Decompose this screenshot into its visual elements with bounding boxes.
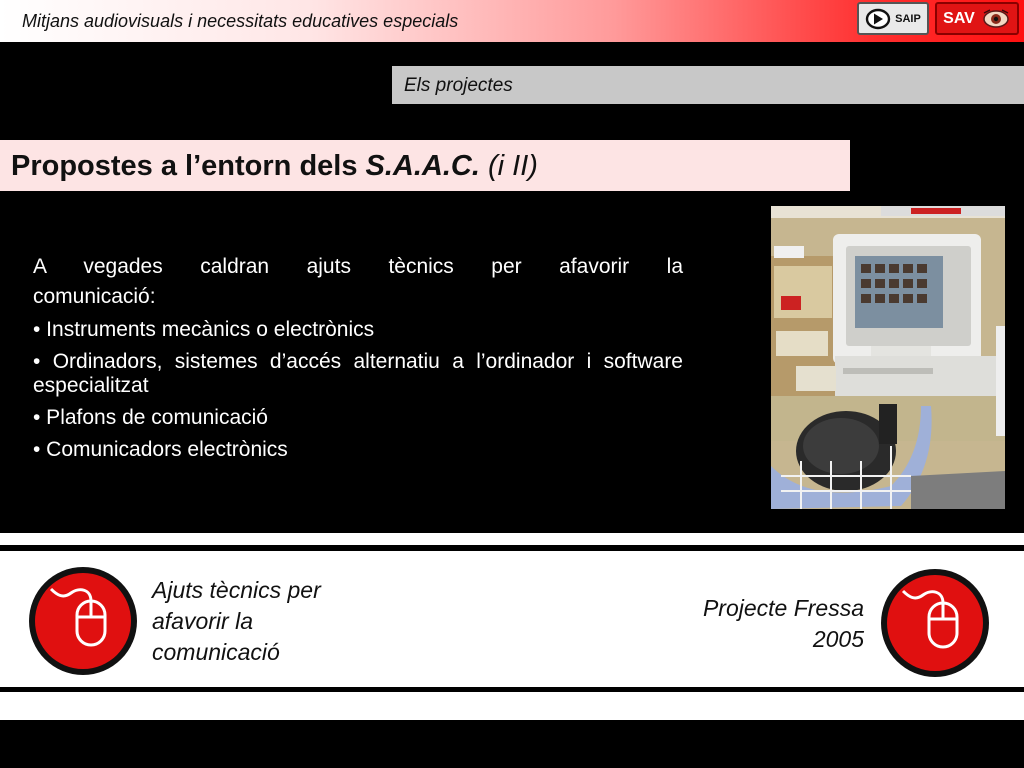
saip-button[interactable] — [857, 2, 929, 35]
list-item: • Ordinadors, sistemes d’accés alternatiu a l’ordinador i software especialitzat — [33, 350, 683, 397]
list-item: • Comunicadors electrònics — [33, 438, 288, 461]
top-bar — [0, 0, 1024, 42]
sav-button[interactable] — [935, 2, 1019, 35]
mouse-logo-icon — [27, 565, 139, 677]
footer-caption — [152, 575, 372, 668]
heading-acronym: S.A.A.C. — [365, 150, 480, 182]
section-label: Els projectes — [404, 75, 513, 96]
intro-paragraph — [33, 252, 683, 312]
bottom-black-band — [0, 720, 1024, 768]
sav-button-label: SAV — [943, 9, 975, 27]
section-bar — [392, 66, 1024, 104]
footer-caption-line-1: Ajuts tècnics per — [152, 577, 321, 603]
footer-project-name: Projecte Fressa — [702, 595, 864, 621]
presentation-title: Mitjans audiovisuals i necessitats educatives especials — [22, 11, 459, 31]
footer-bottom-line — [0, 687, 1024, 692]
saip-button-label: SAIP — [895, 12, 921, 25]
list-item: • Instruments mecànics o electrònics — [33, 318, 375, 341]
footer-project-year: 2005 — [812, 626, 864, 652]
intro-line-2: comunicació: — [33, 285, 156, 308]
intro-line-1: A vegades caldran ajuts tècnics per afavorir la — [33, 255, 683, 278]
heading-main: Propostes a l’entorn dels — [11, 150, 366, 182]
classroom-computer-photo — [771, 206, 1005, 509]
mouse-logo-icon — [879, 567, 991, 679]
slide-heading — [11, 150, 538, 183]
bullet-list — [33, 318, 683, 462]
footer-caption-line-3: comunicació — [152, 639, 280, 665]
footer-project — [640, 593, 864, 655]
play-circle-icon — [865, 8, 891, 30]
footer-caption-line-2: afavorir la — [152, 608, 253, 634]
eye-icon — [981, 8, 1011, 30]
list-item: • Plafons de comunicació — [33, 406, 268, 429]
slide-content — [33, 252, 683, 470]
photo-illustration — [771, 206, 1005, 509]
slide-heading-box — [0, 140, 850, 191]
heading-suffix: (i II) — [479, 150, 538, 182]
footer-top-line — [0, 545, 1024, 551]
